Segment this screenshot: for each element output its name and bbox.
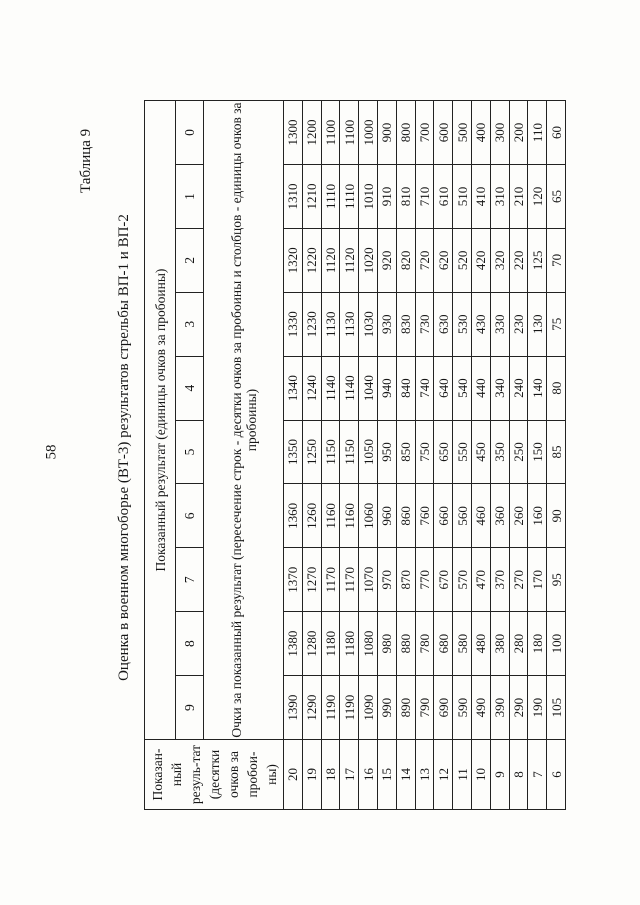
score-cell: 490	[471, 676, 490, 740]
score-cell: 810	[396, 164, 415, 228]
score-cell: 360	[490, 484, 509, 548]
score-cell: 1230	[302, 292, 321, 356]
score-cell: 480	[471, 612, 490, 676]
score-cell: 770	[415, 548, 434, 612]
score-cell: 220	[509, 228, 528, 292]
score-cell: 1240	[302, 356, 321, 420]
unit-digit-header: 2	[176, 228, 204, 292]
score-cell: 1010	[359, 164, 378, 228]
score-cell: 80	[547, 356, 566, 420]
score-cell: 1160	[340, 484, 359, 548]
score-cell: 290	[509, 676, 528, 740]
table-row	[340, 101, 359, 810]
score-cell: 660	[434, 484, 453, 548]
row-tens-label: 8	[509, 740, 528, 810]
table-row	[453, 101, 472, 810]
unit-digit-header: 9	[176, 676, 204, 740]
description-row	[204, 101, 284, 810]
score-cell: 690	[434, 676, 453, 740]
score-cell: 1120	[321, 228, 340, 292]
table-row	[471, 101, 490, 810]
score-cell: 75	[547, 292, 566, 356]
row-header-cell	[145, 740, 284, 810]
score-cell: 1180	[321, 612, 340, 676]
score-cell: 610	[434, 164, 453, 228]
unit-digit-header: 4	[176, 356, 204, 420]
score-cell: 760	[415, 484, 434, 548]
score-cell: 530	[453, 292, 472, 356]
score-cell: 240	[509, 356, 528, 420]
score-cell: 190	[528, 676, 547, 740]
score-cell: 790	[415, 676, 434, 740]
table-row	[490, 101, 509, 810]
score-cell: 1190	[340, 676, 359, 740]
row-header-label: Показан-ный резуль-тат (десятки очков за пробои-ны)	[149, 744, 279, 805]
table-header	[145, 101, 284, 810]
score-cell: 1160	[321, 484, 340, 548]
row-tens-label: 13	[415, 740, 434, 810]
score-cell: 840	[396, 356, 415, 420]
score-cell: 1220	[302, 228, 321, 292]
score-cell: 70	[547, 228, 566, 292]
score-cell: 1210	[302, 164, 321, 228]
row-tens-label: 11	[453, 740, 472, 810]
score-cell: 60	[547, 101, 566, 165]
score-cell: 650	[434, 420, 453, 484]
score-cell: 1100	[321, 101, 340, 165]
score-cell: 1150	[321, 420, 340, 484]
description-cell: Очки за показанный результат (пересечение строк - десятки очков за пробоины и столбцов - единицы очков за пробоины)	[204, 101, 284, 740]
score-cell: 1180	[340, 612, 359, 676]
score-cell: 920	[377, 228, 396, 292]
row-tens-label: 20	[284, 740, 303, 810]
table-row	[509, 101, 528, 810]
score-cell: 1000	[359, 101, 378, 165]
score-cell: 300	[490, 101, 509, 165]
row-tens-label: 18	[321, 740, 340, 810]
score-cell: 700	[415, 101, 434, 165]
score-cell: 870	[396, 548, 415, 612]
score-cell: 1340	[284, 356, 303, 420]
score-cell: 1120	[340, 228, 359, 292]
score-cell: 1080	[359, 612, 378, 676]
page-number: 58	[43, 444, 60, 460]
score-cell: 1170	[340, 548, 359, 612]
score-cell: 120	[528, 164, 547, 228]
unit-digit-header: 0	[176, 101, 204, 165]
score-cell: 800	[396, 101, 415, 165]
score-cell: 940	[377, 356, 396, 420]
table-row	[396, 101, 415, 810]
score-cell: 1140	[321, 356, 340, 420]
score-cell: 90	[547, 484, 566, 548]
row-tens-label: 15	[377, 740, 396, 810]
row-tens-label: 14	[396, 740, 415, 810]
score-cell: 830	[396, 292, 415, 356]
score-cell: 390	[490, 676, 509, 740]
unit-digit-header: 6	[176, 484, 204, 548]
score-cell: 440	[471, 356, 490, 420]
score-cell: 100	[547, 612, 566, 676]
score-cell: 370	[490, 548, 509, 612]
score-cell: 750	[415, 420, 434, 484]
score-cell: 410	[471, 164, 490, 228]
score-cell: 1170	[321, 548, 340, 612]
score-cell: 1020	[359, 228, 378, 292]
score-cell: 970	[377, 548, 396, 612]
score-cell: 1310	[284, 164, 303, 228]
score-cell: 1330	[284, 292, 303, 356]
unit-digit-header: 8	[176, 612, 204, 676]
score-cell: 990	[377, 676, 396, 740]
score-cell: 450	[471, 420, 490, 484]
score-cell: 1290	[302, 676, 321, 740]
score-cell: 260	[509, 484, 528, 548]
score-cell: 200	[509, 101, 528, 165]
score-cell: 630	[434, 292, 453, 356]
score-table	[144, 100, 566, 810]
score-cell: 980	[377, 612, 396, 676]
score-cell: 1140	[340, 356, 359, 420]
score-cell: 1390	[284, 676, 303, 740]
score-cell: 910	[377, 164, 396, 228]
score-cell: 1360	[284, 484, 303, 548]
unit-digit-header: 3	[176, 292, 204, 356]
score-cell: 250	[509, 420, 528, 484]
table-row	[359, 101, 378, 810]
score-cell: 1380	[284, 612, 303, 676]
score-cell: 270	[509, 548, 528, 612]
score-cell: 720	[415, 228, 434, 292]
score-cell: 1350	[284, 420, 303, 484]
score-cell: 1050	[359, 420, 378, 484]
score-cell: 130	[528, 292, 547, 356]
row-tens-label: 16	[359, 740, 378, 810]
score-cell: 590	[453, 676, 472, 740]
score-cell: 1130	[321, 292, 340, 356]
score-cell: 710	[415, 164, 434, 228]
score-cell: 820	[396, 228, 415, 292]
score-cell: 95	[547, 548, 566, 612]
table-title: Оценка в военном многоборье (ВТ-3) результатов стрельбы ВП-1 и ВП-2	[116, 214, 132, 681]
score-cell: 600	[434, 101, 453, 165]
row-tens-label: 9	[490, 740, 509, 810]
score-cell: 1260	[302, 484, 321, 548]
row-tens-label: 19	[302, 740, 321, 810]
score-cell: 1090	[359, 676, 378, 740]
score-cell: 520	[453, 228, 472, 292]
row-tens-label: 7	[528, 740, 547, 810]
table-body	[284, 101, 566, 810]
row-tens-label: 12	[434, 740, 453, 810]
score-cell: 110	[528, 101, 547, 165]
table-row	[377, 101, 396, 810]
score-cell: 850	[396, 420, 415, 484]
score-cell: 1070	[359, 548, 378, 612]
header-row-group	[145, 101, 176, 810]
score-cell: 460	[471, 484, 490, 548]
score-cell: 890	[396, 676, 415, 740]
score-cell: 540	[453, 356, 472, 420]
score-cell: 560	[453, 484, 472, 548]
score-cell: 580	[453, 612, 472, 676]
score-cell: 125	[528, 228, 547, 292]
score-cell: 470	[471, 548, 490, 612]
score-cell: 1110	[321, 164, 340, 228]
row-tens-label: 6	[547, 740, 566, 810]
score-cell: 880	[396, 612, 415, 676]
score-cell: 500	[453, 101, 472, 165]
unit-digits-row	[176, 101, 204, 810]
score-cell: 1320	[284, 228, 303, 292]
score-cell: 1040	[359, 356, 378, 420]
table-row	[434, 101, 453, 810]
score-cell: 1150	[340, 420, 359, 484]
score-cell: 1100	[340, 101, 359, 165]
score-cell: 160	[528, 484, 547, 548]
score-cell: 740	[415, 356, 434, 420]
score-cell: 1110	[340, 164, 359, 228]
score-cell: 960	[377, 484, 396, 548]
score-cell: 140	[528, 356, 547, 420]
score-cell: 65	[547, 164, 566, 228]
table-caption: Таблица 9	[78, 128, 94, 193]
score-cell: 1060	[359, 484, 378, 548]
score-cell: 550	[453, 420, 472, 484]
score-cell: 85	[547, 420, 566, 484]
score-cell: 860	[396, 484, 415, 548]
score-cell: 180	[528, 612, 547, 676]
score-cell: 210	[509, 164, 528, 228]
score-cell: 105	[547, 676, 566, 740]
table-row	[547, 101, 566, 810]
score-cell: 1300	[284, 101, 303, 165]
score-cell: 380	[490, 612, 509, 676]
column-group-header: Показанный результат (единицы очков за пробоины)	[145, 101, 176, 740]
score-cell: 930	[377, 292, 396, 356]
score-cell: 950	[377, 420, 396, 484]
score-cell: 900	[377, 101, 396, 165]
score-cell: 730	[415, 292, 434, 356]
score-cell: 430	[471, 292, 490, 356]
score-cell: 1370	[284, 548, 303, 612]
table-row	[302, 101, 321, 810]
score-cell: 570	[453, 548, 472, 612]
unit-digit-header: 1	[176, 164, 204, 228]
row-tens-label: 17	[340, 740, 359, 810]
score-cell: 1030	[359, 292, 378, 356]
score-cell: 1280	[302, 612, 321, 676]
score-cell: 1270	[302, 548, 321, 612]
score-cell: 510	[453, 164, 472, 228]
score-cell: 230	[509, 292, 528, 356]
score-cell: 320	[490, 228, 509, 292]
score-cell: 640	[434, 356, 453, 420]
table-row	[284, 101, 303, 810]
score-cell: 780	[415, 612, 434, 676]
table-row	[415, 101, 434, 810]
score-cell: 670	[434, 548, 453, 612]
score-cell: 350	[490, 420, 509, 484]
score-cell: 1250	[302, 420, 321, 484]
score-cell: 340	[490, 356, 509, 420]
score-cell: 310	[490, 164, 509, 228]
table-row	[528, 101, 547, 810]
score-cell: 330	[490, 292, 509, 356]
unit-digit-header: 5	[176, 420, 204, 484]
unit-digit-header: 7	[176, 548, 204, 612]
table-row	[321, 101, 340, 810]
score-cell: 420	[471, 228, 490, 292]
score-cell: 400	[471, 101, 490, 165]
row-tens-label: 10	[471, 740, 490, 810]
score-cell: 280	[509, 612, 528, 676]
score-cell: 1200	[302, 101, 321, 165]
score-cell: 1130	[340, 292, 359, 356]
score-cell: 170	[528, 548, 547, 612]
score-cell: 680	[434, 612, 453, 676]
score-cell: 620	[434, 228, 453, 292]
score-cell: 1190	[321, 676, 340, 740]
score-cell: 150	[528, 420, 547, 484]
